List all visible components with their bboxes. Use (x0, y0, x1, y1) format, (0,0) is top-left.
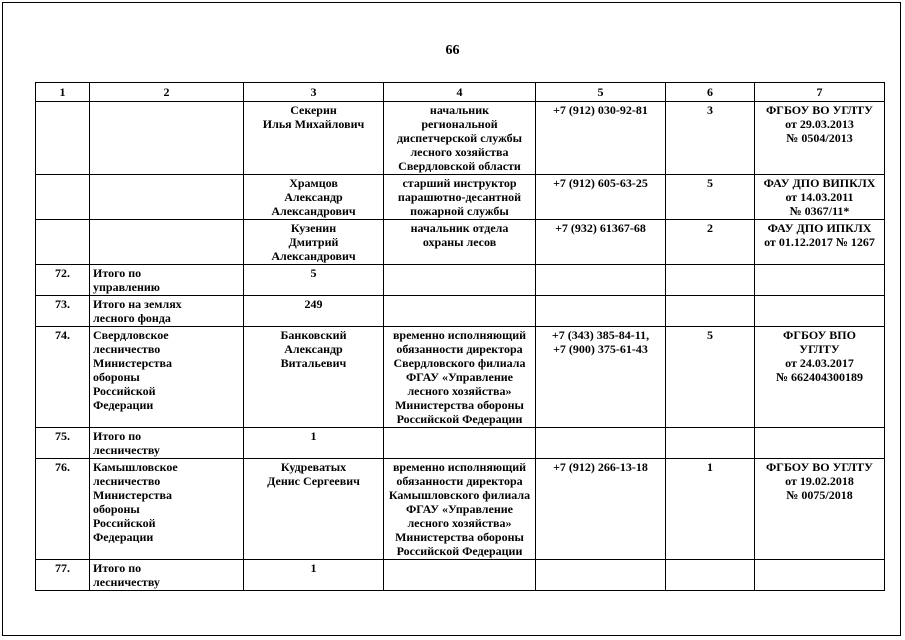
row-number-cell (36, 220, 90, 265)
table-row (36, 220, 885, 265)
position-cell: начальник отдела охраны лесов (384, 220, 536, 265)
phone-cell: +7 (343) 385-84-11, +7 (900) 375-61-43 (536, 327, 666, 428)
count-cell: 1 (666, 459, 755, 560)
phone-cell: +7 (912) 030-92-81 (536, 102, 666, 175)
column-header: 5 (536, 83, 666, 102)
table-row (36, 265, 885, 296)
count-cell (666, 265, 755, 296)
count-cell (666, 296, 755, 327)
certificate-cell: ФГБОУ ВПО УГЛТУ от 24.03.2017 № 662404300189 (755, 327, 885, 428)
organization-cell: Итого по лесничеству (90, 560, 244, 591)
position-cell: старший инструктор парашютно-десантной пожарной службы (384, 175, 536, 220)
table-body (36, 102, 885, 591)
phone-cell (536, 296, 666, 327)
table-header-row (36, 83, 885, 102)
person-name-cell: Банковский Александр Витальевич (244, 327, 384, 428)
position-cell: временно исполняющий обязанности директора Камышловского филиала ФГАУ «Управление лесного хозяйства» Министерства обороны Российской Федерации (384, 459, 536, 560)
certificate-cell: ФАУ ДПО ВИПКЛХ от 14.03.2011 № 0367/11* (755, 175, 885, 220)
person-name-cell: 1 (244, 428, 384, 459)
column-header: 6 (666, 83, 755, 102)
certificate-cell: ФГБОУ ВО УГЛТУ от 19.02.2018 № 0075/2018 (755, 459, 885, 560)
table-row (36, 428, 885, 459)
position-cell: начальник региональной диспетчерской службы лесного хозяйства Свердловской области (384, 102, 536, 175)
position-cell (384, 560, 536, 591)
table-row (36, 560, 885, 591)
organization-cell: Камышловское лесничество Министерства обороны Российской Федерации (90, 459, 244, 560)
row-number-cell: 77. (36, 560, 90, 591)
certificate-cell: ФАУ ДПО ИПКЛХ от 01.12.2017 № 1267 (755, 220, 885, 265)
column-header: 7 (755, 83, 885, 102)
certificate-cell (755, 296, 885, 327)
certificate-cell (755, 560, 885, 591)
person-name-cell: 5 (244, 265, 384, 296)
document-page (2, 2, 901, 636)
column-header: 2 (90, 83, 244, 102)
row-number-cell: 72. (36, 265, 90, 296)
certificate-cell (755, 265, 885, 296)
row-number-cell: 73. (36, 296, 90, 327)
person-name-cell: Храмцов Александр Александрович (244, 175, 384, 220)
organization-cell: Свердловское лесничество Министерства обороны Российской Федерации (90, 327, 244, 428)
contacts-table (35, 82, 885, 591)
phone-cell: +7 (912) 266-13-18 (536, 459, 666, 560)
person-name-cell: Кузенин Дмитрий Александрович (244, 220, 384, 265)
organization-cell: Итого по управлению (90, 265, 244, 296)
row-number-cell: 76. (36, 459, 90, 560)
page-number: 66 (445, 43, 460, 58)
person-name-cell: 1 (244, 560, 384, 591)
position-cell: временно исполняющий обязанности директора Свердловского филиала ФГАУ «Управление лесного хозяйства» Министерства обороны Российской Федерации (384, 327, 536, 428)
column-header: 1 (36, 83, 90, 102)
count-cell: 2 (666, 220, 755, 265)
count-cell: 5 (666, 175, 755, 220)
person-name-cell: Кудреватых Денис Сергеевич (244, 459, 384, 560)
count-cell: 5 (666, 327, 755, 428)
table-row (36, 102, 885, 175)
organization-cell (90, 175, 244, 220)
column-header: 3 (244, 83, 384, 102)
position-cell (384, 296, 536, 327)
count-cell: 3 (666, 102, 755, 175)
column-header: 4 (384, 83, 536, 102)
table-row (36, 327, 885, 428)
table-row (36, 296, 885, 327)
table-row (36, 175, 885, 220)
certificate-cell: ФГБОУ ВО УГЛТУ от 29.03.2013 № 0504/2013 (755, 102, 885, 175)
person-name-cell: 249 (244, 296, 384, 327)
position-cell (384, 265, 536, 296)
phone-cell (536, 265, 666, 296)
organization-cell (90, 220, 244, 265)
certificate-cell (755, 428, 885, 459)
row-number-cell: 74. (36, 327, 90, 428)
count-cell (666, 560, 755, 591)
organization-cell (90, 102, 244, 175)
organization-cell: Итого на землях лесного фонда (90, 296, 244, 327)
organization-cell: Итого по лесничеству (90, 428, 244, 459)
row-number-cell: 75. (36, 428, 90, 459)
table-row (36, 459, 885, 560)
position-cell (384, 428, 536, 459)
phone-cell: +7 (912) 605-63-25 (536, 175, 666, 220)
phone-cell: +7 (932) 61367-68 (536, 220, 666, 265)
phone-cell (536, 560, 666, 591)
row-number-cell (36, 175, 90, 220)
phone-cell (536, 428, 666, 459)
person-name-cell: Секерин Илья Михайлович (244, 102, 384, 175)
row-number-cell (36, 102, 90, 175)
count-cell (666, 428, 755, 459)
